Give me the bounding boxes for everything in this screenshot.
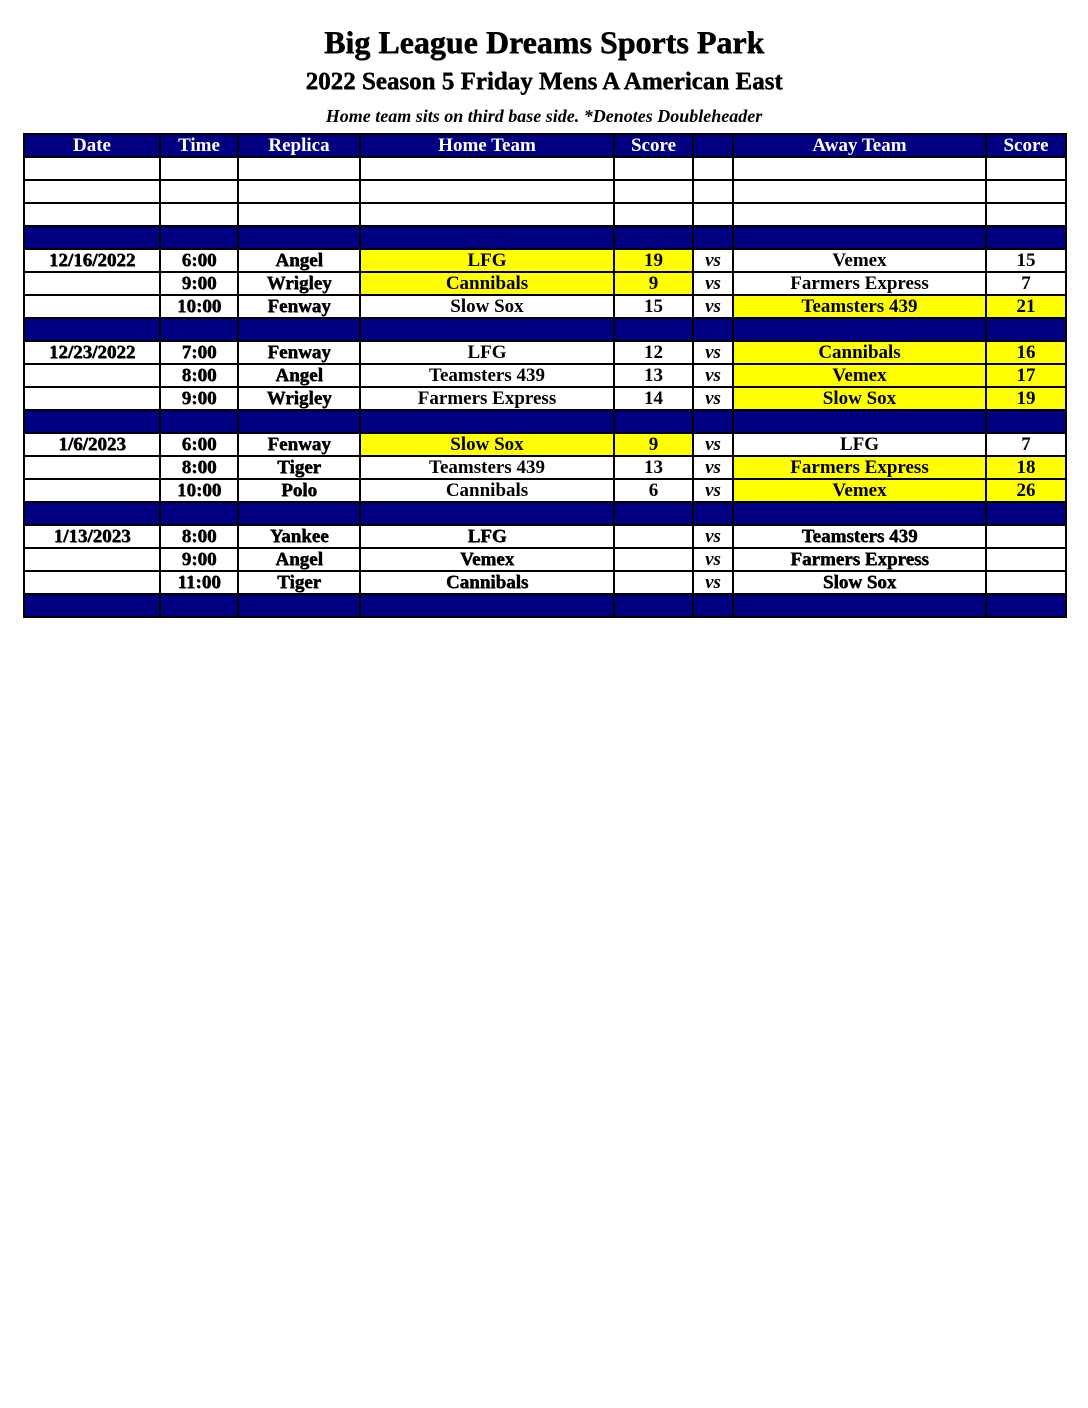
- replica-cell: Wrigley: [238, 272, 360, 295]
- date-cell: 12/23/2022: [24, 341, 160, 364]
- col-header-home-team: Home Team: [360, 134, 614, 157]
- date-cell: [24, 295, 160, 318]
- time-cell: 6:00: [160, 433, 238, 456]
- game-row: [24, 548, 1066, 571]
- away-score-cell: [986, 548, 1066, 571]
- time-cell: 9:00: [160, 387, 238, 410]
- away-score-cell: 16: [986, 341, 1066, 364]
- separator-cell: [986, 502, 1066, 525]
- time-cell: 10:00: [160, 479, 238, 502]
- separator-cell: [614, 410, 693, 433]
- separator-cell: [614, 318, 693, 341]
- time-cell: 7:00: [160, 341, 238, 364]
- schedule-body: [24, 157, 1066, 617]
- blank-cell: [24, 157, 160, 180]
- away-team-cell: Teamsters 439: [733, 295, 986, 318]
- game-row: [24, 341, 1066, 364]
- vs-cell: vs: [693, 571, 733, 594]
- home-score-cell: 19: [614, 249, 693, 272]
- blank-cell: [238, 180, 360, 203]
- separator-cell: [238, 410, 360, 433]
- separator-cell: [733, 318, 986, 341]
- home-team-cell: LFG: [360, 249, 614, 272]
- game-row: [24, 571, 1066, 594]
- separator-cell: [733, 410, 986, 433]
- away-team-cell: Teamsters 439: [733, 525, 986, 548]
- home-team-cell: Farmers Express: [360, 387, 614, 410]
- separator-cell: [986, 226, 1066, 249]
- away-team-cell: LFG: [733, 433, 986, 456]
- separator-cell: [360, 594, 614, 617]
- away-team-cell: Vemex: [733, 364, 986, 387]
- separator-cell: [614, 226, 693, 249]
- vs-cell: vs: [693, 456, 733, 479]
- separator-cell: [614, 594, 693, 617]
- blank-cell: [160, 180, 238, 203]
- replica-cell: Fenway: [238, 433, 360, 456]
- separator-cell: [614, 502, 693, 525]
- separator-cell: [24, 502, 160, 525]
- blank-cell: [986, 157, 1066, 180]
- home-team-cell: Cannibals: [360, 479, 614, 502]
- blank-cell: [360, 157, 614, 180]
- col-header-vs: [693, 134, 733, 157]
- home-team-cell: Slow Sox: [360, 433, 614, 456]
- away-score-cell: 18: [986, 456, 1066, 479]
- separator-row: [24, 226, 1066, 249]
- blank-cell: [986, 180, 1066, 203]
- replica-cell: Wrigley: [238, 387, 360, 410]
- blank-row: [24, 157, 1066, 180]
- separator-cell: [986, 318, 1066, 341]
- replica-cell: Yankee: [238, 525, 360, 548]
- vs-cell: vs: [693, 272, 733, 295]
- separator-cell: [160, 410, 238, 433]
- vs-cell: vs: [693, 364, 733, 387]
- away-score-cell: 15: [986, 249, 1066, 272]
- separator-cell: [238, 226, 360, 249]
- blank-cell: [24, 180, 160, 203]
- home-score-cell: 13: [614, 364, 693, 387]
- away-team-cell: Farmers Express: [733, 456, 986, 479]
- date-cell: 12/16/2022: [24, 249, 160, 272]
- game-row: [24, 249, 1066, 272]
- blank-cell: [238, 203, 360, 226]
- blank-cell: [360, 203, 614, 226]
- game-row: [24, 525, 1066, 548]
- date-cell: [24, 387, 160, 410]
- away-score-cell: [986, 525, 1066, 548]
- blank-cell: [160, 203, 238, 226]
- time-cell: 8:00: [160, 364, 238, 387]
- separator-cell: [360, 318, 614, 341]
- away-team-cell: Vemex: [733, 249, 986, 272]
- home-team-cell: Slow Sox: [360, 295, 614, 318]
- time-cell: 9:00: [160, 548, 238, 571]
- blank-cell: [238, 157, 360, 180]
- vs-cell: vs: [693, 341, 733, 364]
- home-team-cell: LFG: [360, 341, 614, 364]
- away-team-cell: Slow Sox: [733, 387, 986, 410]
- col-header-date: Date: [24, 134, 160, 157]
- date-cell: [24, 479, 160, 502]
- away-score-cell: 21: [986, 295, 1066, 318]
- home-team-cell: Cannibals: [360, 272, 614, 295]
- blank-cell: [693, 180, 733, 203]
- blank-cell: [614, 180, 693, 203]
- home-score-cell: 6: [614, 479, 693, 502]
- game-row: [24, 479, 1066, 502]
- date-cell: [24, 571, 160, 594]
- game-row: [24, 295, 1066, 318]
- separator-row: [24, 318, 1066, 341]
- home-score-cell: 15: [614, 295, 693, 318]
- home-score-cell: [614, 525, 693, 548]
- home-score-cell: 14: [614, 387, 693, 410]
- separator-cell: [160, 226, 238, 249]
- home-score-cell: 12: [614, 341, 693, 364]
- away-team-cell: Slow Sox: [733, 571, 986, 594]
- page-note: Home team sits on third base side. *Denotes Doubleheader: [325, 106, 763, 126]
- separator-cell: [360, 502, 614, 525]
- home-team-cell: Teamsters 439: [360, 456, 614, 479]
- home-score-cell: 9: [614, 433, 693, 456]
- col-header-away-score: Score: [986, 134, 1066, 157]
- separator-row: [24, 410, 1066, 433]
- separator-cell: [238, 502, 360, 525]
- away-score-cell: 19: [986, 387, 1066, 410]
- time-cell: 10:00: [160, 295, 238, 318]
- separator-cell: [693, 594, 733, 617]
- home-score-cell: 9: [614, 272, 693, 295]
- separator-row: [24, 502, 1066, 525]
- page-subtitle: 2022 Season 5 Friday Mens A American East: [305, 68, 783, 95]
- blank-cell: [693, 203, 733, 226]
- home-team-cell: LFG: [360, 525, 614, 548]
- date-cell: [24, 364, 160, 387]
- separator-cell: [986, 594, 1066, 617]
- date-cell: [24, 456, 160, 479]
- vs-cell: vs: [693, 433, 733, 456]
- time-cell: 9:00: [160, 272, 238, 295]
- blank-cell: [733, 180, 986, 203]
- replica-cell: Angel: [238, 249, 360, 272]
- separator-cell: [360, 410, 614, 433]
- header-row: [24, 134, 1066, 157]
- col-header-away-team: Away Team: [733, 134, 986, 157]
- col-header-replica: Replica: [238, 134, 360, 157]
- time-cell: 6:00: [160, 249, 238, 272]
- col-header-home-score: Score: [614, 134, 693, 157]
- vs-cell: vs: [693, 548, 733, 571]
- game-row: [24, 364, 1066, 387]
- game-row: [24, 272, 1066, 295]
- home-score-cell: [614, 548, 693, 571]
- blank-cell: [360, 180, 614, 203]
- blank-cell: [614, 157, 693, 180]
- separator-cell: [693, 410, 733, 433]
- vs-cell: vs: [693, 249, 733, 272]
- separator-cell: [733, 226, 986, 249]
- vs-cell: vs: [693, 387, 733, 410]
- date-cell: 1/13/2023: [24, 525, 160, 548]
- replica-cell: Tiger: [238, 456, 360, 479]
- separator-cell: [24, 318, 160, 341]
- separator-cell: [160, 318, 238, 341]
- blank-cell: [24, 203, 160, 226]
- separator-cell: [693, 226, 733, 249]
- blank-cell: [160, 157, 238, 180]
- blank-row: [24, 203, 1066, 226]
- vs-cell: vs: [693, 295, 733, 318]
- time-cell: 8:00: [160, 525, 238, 548]
- separator-cell: [733, 594, 986, 617]
- separator-cell: [24, 594, 160, 617]
- time-cell: 11:00: [160, 571, 238, 594]
- vs-cell: vs: [693, 525, 733, 548]
- away-score-cell: 26: [986, 479, 1066, 502]
- game-row: [24, 433, 1066, 456]
- game-row: [24, 456, 1066, 479]
- away-score-cell: 7: [986, 433, 1066, 456]
- separator-cell: [24, 410, 160, 433]
- away-team-cell: Farmers Express: [733, 272, 986, 295]
- separator-cell: [733, 502, 986, 525]
- blank-cell: [614, 203, 693, 226]
- schedule-table: [23, 133, 1067, 618]
- replica-cell: Fenway: [238, 295, 360, 318]
- home-team-cell: Teamsters 439: [360, 364, 614, 387]
- separator-cell: [160, 594, 238, 617]
- blank-row: [24, 180, 1066, 203]
- home-score-cell: [614, 571, 693, 594]
- blank-cell: [733, 203, 986, 226]
- replica-cell: Polo: [238, 479, 360, 502]
- home-team-cell: Vemex: [360, 548, 614, 571]
- blank-cell: [986, 203, 1066, 226]
- away-team-cell: Farmers Express: [733, 548, 986, 571]
- time-cell: 8:00: [160, 456, 238, 479]
- away-team-cell: Cannibals: [733, 341, 986, 364]
- separator-cell: [238, 318, 360, 341]
- blank-cell: [733, 157, 986, 180]
- date-cell: [24, 548, 160, 571]
- away-score-cell: 7: [986, 272, 1066, 295]
- home-score-cell: 13: [614, 456, 693, 479]
- separator-cell: [238, 594, 360, 617]
- separator-row: [24, 594, 1066, 617]
- away-score-cell: [986, 571, 1066, 594]
- replica-cell: Fenway: [238, 341, 360, 364]
- separator-cell: [693, 318, 733, 341]
- replica-cell: Angel: [238, 548, 360, 571]
- away-team-cell: Vemex: [733, 479, 986, 502]
- separator-cell: [24, 226, 160, 249]
- separator-cell: [160, 502, 238, 525]
- separator-cell: [360, 226, 614, 249]
- replica-cell: Tiger: [238, 571, 360, 594]
- game-row: [24, 387, 1066, 410]
- separator-cell: [986, 410, 1066, 433]
- date-cell: [24, 272, 160, 295]
- page-title: Big League Dreams Sports Park: [323, 24, 765, 60]
- blank-cell: [693, 157, 733, 180]
- replica-cell: Angel: [238, 364, 360, 387]
- date-cell: 1/6/2023: [24, 433, 160, 456]
- home-team-cell: Cannibals: [360, 571, 614, 594]
- vs-cell: vs: [693, 479, 733, 502]
- away-score-cell: 17: [986, 364, 1066, 387]
- separator-cell: [693, 502, 733, 525]
- col-header-time: Time: [160, 134, 238, 157]
